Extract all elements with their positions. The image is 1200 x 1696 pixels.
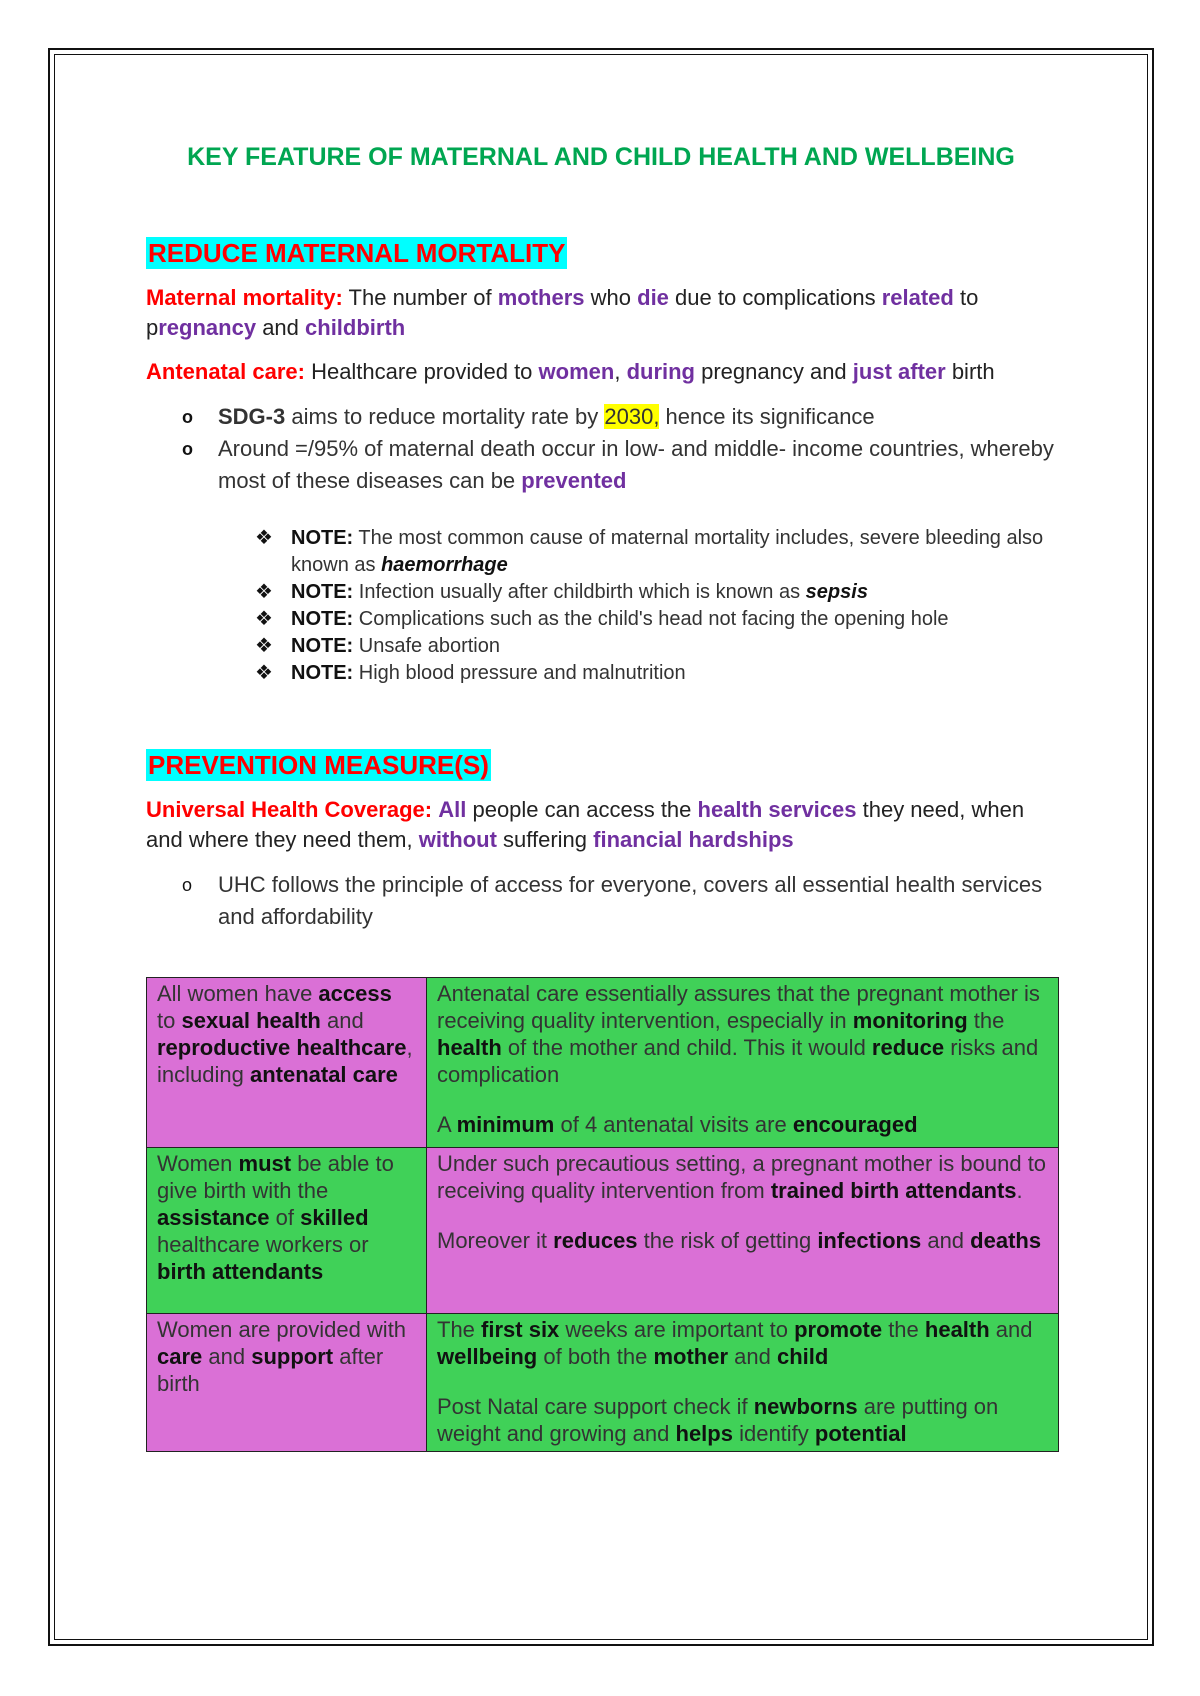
- table-cell: All women have access to sexual health and reproductive healthcare, including antenatal care: [147, 978, 427, 1148]
- circle-bullet-icon: o: [182, 407, 193, 427]
- document-title: KEY FEATURE OF MATERNAL AND CHILD HEALTH AND WELLBEING: [187, 143, 1015, 171]
- table-row: [147, 978, 1059, 1148]
- diamond-bullet-icon: ❖: [255, 581, 273, 603]
- diamond-bullet-icon: ❖: [255, 608, 273, 630]
- definition-universal-health-coverage: Universal Health Coverage: All people can access the health services they need, when and where they need them, without suffering financial hardships: [146, 797, 1025, 852]
- bullet-list-mortality: [146, 401, 1056, 497]
- bullet-list-uhc: [146, 869, 1056, 933]
- highlighted-text: 2030,: [604, 404, 660, 429]
- definition-antenatal-care: Antenatal care: Healthcare provided to women, during pregnancy and just after birth: [146, 359, 995, 384]
- list-item: o Around =/95% of maternal death occur in low- and middle- income countries, whereby most of these diseases can be prevented: [218, 433, 1056, 497]
- list-item: o SDG-3 aims to reduce mortality rate by 2030, hence its significance: [218, 401, 1056, 433]
- diamond-bullet-icon: ❖: [255, 662, 273, 684]
- table-cell: Women are provided with care and support after birth: [147, 1314, 427, 1452]
- care-table: [146, 977, 1059, 1452]
- diamond-bullet-icon: ❖: [255, 527, 273, 549]
- note-item: ❖ NOTE: Unsafe abortion: [291, 633, 1056, 660]
- table-cell: Antenatal care essentially assures that the pregnant mother is receiving quality intervention, especially in monitoring the health of the mother and child. This it would reduce risks and complication A minimum of 4 antenatal visits are encouraged: [427, 978, 1059, 1148]
- table-row: [147, 1314, 1059, 1452]
- note-item: ❖ NOTE: High blood pressure and malnutrition: [291, 660, 1056, 687]
- circle-bullet-icon: o: [182, 875, 193, 895]
- notes-list: [146, 525, 1056, 687]
- definition-maternal-mortality: Maternal mortality: The number of mothers who die due to complications related to pregnancy and childbirth: [146, 285, 979, 340]
- note-item: ❖ NOTE: Complications such as the child's head not facing the opening hole: [291, 606, 1056, 633]
- table-cell: The first six weeks are important to promote the health and wellbeing of both the mother and child Post Natal care support check if newborns are putting on weight and growing and helps identify potential: [427, 1314, 1059, 1452]
- circle-bullet-icon: o: [182, 439, 193, 459]
- note-item: ❖ NOTE: Infection usually after childbirth which is known as sepsis: [291, 579, 1056, 606]
- diamond-bullet-icon: ❖: [255, 635, 273, 657]
- note-item: ❖ NOTE: The most common cause of maternal mortality includes, severe bleeding also known as haemorrhage: [255, 527, 1044, 576]
- section-heading-reduce-maternal-mortality: REDUCE MATERNAL MORTALITY: [148, 238, 566, 268]
- table-cell: Under such precautious setting, a pregnant mother is bound to receiving quality intervention from trained birth attendants. Moreover it reduces the risk of getting infections and deaths: [427, 1148, 1059, 1314]
- section-heading-prevention-measures: PREVENTION MEASURE(S): [148, 750, 489, 780]
- table-cell: Women must be able to give birth with the assistance of skilled healthcare workers or birth attendants: [147, 1148, 427, 1314]
- document-body: [146, 140, 1056, 1452]
- table-row: [147, 1148, 1059, 1314]
- list-item: o UHC follows the principle of access for everyone, covers all essential health services and affordability: [218, 869, 1056, 933]
